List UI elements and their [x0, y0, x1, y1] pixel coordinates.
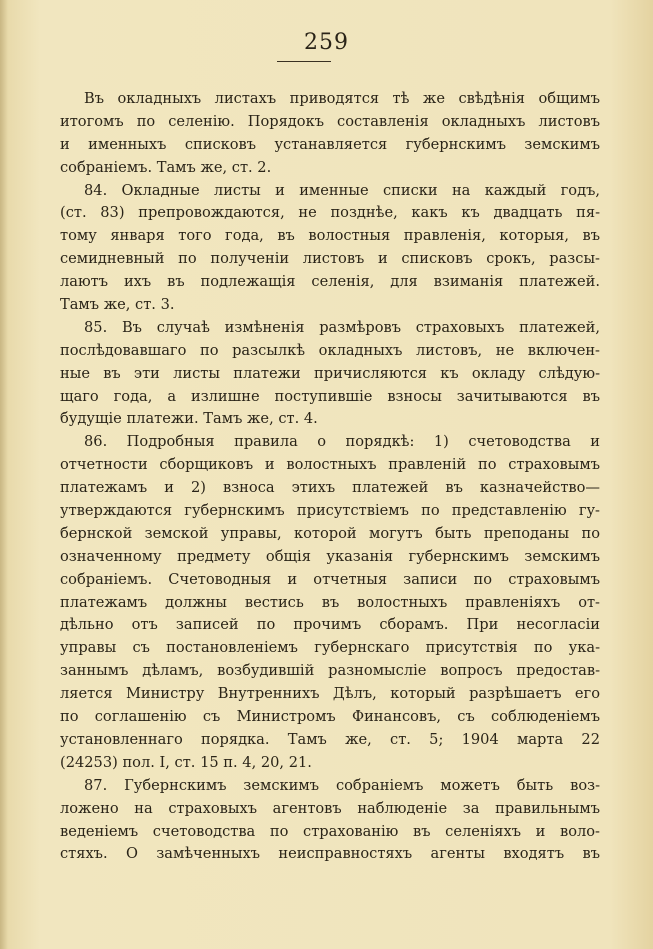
text-line: итогомъ по селенію. Порядокъ составленія окладныхъ листовъ: [60, 112, 600, 130]
text-line: 87. Губернскимъ земскимъ собраніемъ можетъ быть воз-: [84, 776, 600, 794]
text-line: стяхъ. О замѣченныхъ неисправностяхъ агенты входятъ въ: [60, 845, 600, 863]
text-line: отчетности сборщиковъ и волостныхъ правленій по страховымъ: [60, 456, 600, 474]
text-line: веденіемъ счетоводства по страхованію въ селеніяхъ и воло-: [60, 822, 600, 840]
text-line: 84. Окладные листы и именные списки на каждый годъ,: [84, 181, 600, 199]
text-body: [60, 88, 600, 866]
text-line: ляется Министру Внутреннихъ Дѣлъ, который разрѣшаетъ его: [60, 685, 600, 703]
text-line: 86. Подробныя правила о порядкѣ: 1) счетоводства и: [84, 433, 600, 451]
text-line: собраніемъ. Тамъ же, ст. 2.: [60, 158, 272, 176]
page-spine-shadow: [0, 0, 8, 949]
text-line: платежамъ должны вестись въ волостныхъ правленіяхъ от-: [60, 593, 600, 611]
page-number: 259: [304, 30, 349, 55]
text-line: Въ окладныхъ листахъ приводятся тѣ же свѣдѣнія общимъ: [84, 90, 600, 107]
text-line: (24253) пол. I, ст. 15 п. 4, 20, 21.: [60, 753, 312, 771]
text-line: заннымъ дѣламъ, возбудившій разномысліе вопросъ предостав-: [60, 662, 600, 680]
text-line: означенному предмету общія указанія губернскимъ земскимъ: [60, 547, 600, 565]
text-line: 85. Въ случаѣ измѣненія размѣровъ страховыхъ платежей,: [84, 318, 600, 336]
text-line: Тамъ же, ст. 3.: [60, 296, 175, 314]
text-line: тому января того года, въ волостныя правленія, которыя, въ: [60, 227, 600, 245]
text-line: ные въ эти листы платежи причисляются къ окладу слѣдую-: [60, 364, 600, 382]
text-line: установленнаго порядка. Тамъ же, ст. 5; 1904 марта 22: [60, 730, 600, 748]
text-line: будущіе платежи. Тамъ же, ст. 4.: [60, 410, 318, 428]
text-line: и именныхъ списковъ устанавляется губернскимъ земскимъ: [60, 135, 600, 153]
text-line: (ст. 83) препровождаются, не позднѣе, какъ къ двадцать пя-: [60, 204, 600, 222]
text-line: лаютъ ихъ въ подлежащія селенія, для взиманія платежей.: [60, 273, 600, 291]
text-line: по соглашенію съ Министромъ Финансовъ, съ соблюденіемъ: [60, 708, 600, 726]
text-line: платежамъ и 2) взноса этихъ платежей въ казначейство—: [60, 479, 600, 497]
text-line: послѣдовавшаго по разсылкѣ окладныхъ листовъ, не включен-: [60, 341, 600, 359]
text-line: утверждаются губернскимъ присутствіемъ по представленію гу-: [60, 502, 600, 520]
text-line: бернской земской управы, которой могутъ быть преподаны по: [60, 524, 600, 542]
text-line: ложено на страховыхъ агентовъ наблюденіе за правильнымъ: [60, 799, 600, 817]
page-number-rule: [277, 61, 331, 62]
text-line: собраніемъ. Счетоводныя и отчетныя записи по страховымъ: [60, 570, 600, 588]
text-line: дѣльно отъ записей по прочимъ сборамъ. При несогласіи: [60, 616, 600, 634]
text-line: семидневный по полученіи листовъ и списковъ срокъ, разсы-: [60, 250, 600, 268]
text-line: управы съ постановленіемъ губернскаго присутствія по ука-: [60, 639, 600, 657]
text-line: щаго года, а излишне поступившіе взносы зачитываются въ: [60, 387, 600, 405]
